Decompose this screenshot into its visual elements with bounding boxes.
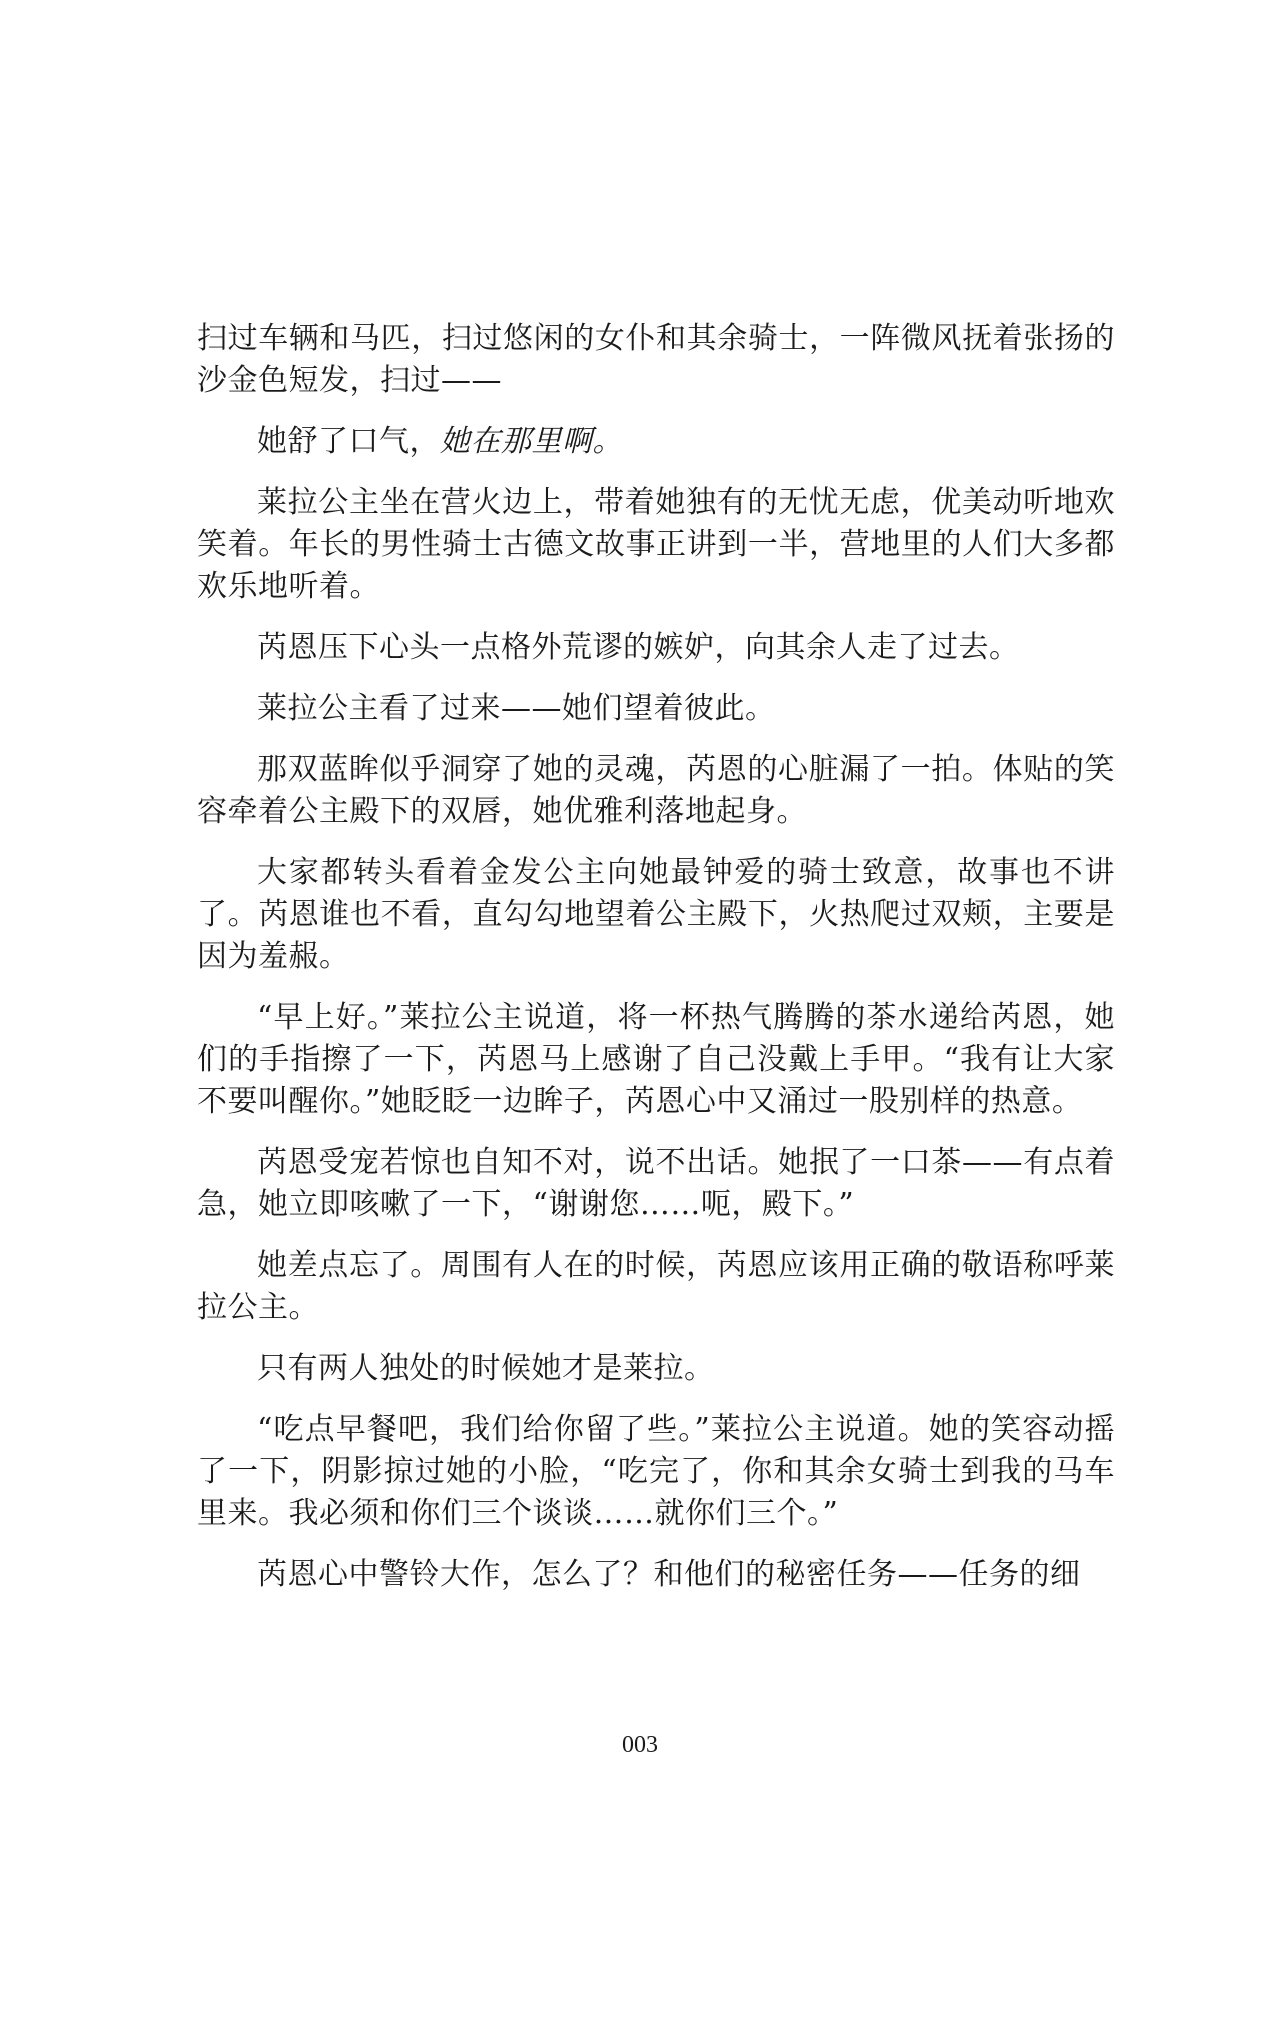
page-number: 003: [622, 1732, 658, 1758]
body-text: [197, 318, 1115, 1615]
paragraph: 芮恩心中警铃大作，怎么了？和他们的秘密任务——任务的细: [257, 1557, 1081, 1592]
paragraph: [197, 421, 1115, 463]
paragraph: “吃点早餐吧，我们给你留了些。”莱拉公主说道。她的笑容动摇了一下，阴影掠过她的小脸，“吃完了，你和其余女骑士到我的马车里来。我必须和你们三个谈谈……就你们三个。”: [197, 1412, 1115, 1531]
italic-thought: 她在那里啊。: [440, 424, 623, 459]
paragraph: 她差点忘了。周围有人在的时候，芮恩应该用正确的敬语称呼莱拉公主。: [197, 1248, 1115, 1325]
paragraph: 大家都转头看着金发公主向她最钟爱的骑士致意，故事也不讲了。芮恩谁也不看，直勾勾地望着公主殿下，火热爬过双颊，主要是因为羞赧。: [197, 855, 1115, 974]
paragraph: 芮恩受宠若惊也自知不对，说不出话。她抿了一口茶——有点着急，她立即咳嗽了一下，“谢谢您……呃，殿下。”: [197, 1145, 1115, 1222]
paragraph: “早上好。”莱拉公主说道，将一杯热气腾腾的茶水递给芮恩，她们的手指擦了一下，芮恩马上感谢了自己没戴上手甲。“我有让大家不要叫醒你。”她眨眨一边眸子，芮恩心中又涌过一股别样的热意。: [197, 1000, 1115, 1119]
paragraph: 莱拉公主看了过来——她们望着彼此。: [257, 691, 776, 726]
paragraph-text: 她舒了口气，: [257, 424, 440, 459]
paragraph: 那双蓝眸似乎洞穿了她的灵魂，芮恩的心脏漏了一拍。体贴的笑容牵着公主殿下的双唇，她优雅利落地起身。: [197, 752, 1115, 829]
paragraph: 只有两人独处的时候她才是莱拉。: [257, 1351, 715, 1386]
paragraph: 扫过车辆和马匹，扫过悠闲的女仆和其余骑士，一阵微风抚着张扬的沙金色短发，扫过——: [197, 321, 1115, 398]
paragraph: 莱拉公主坐在营火边上，带着她独有的无忧无虑，优美动听地欢笑着。年长的男性骑士古德文故事正讲到一半，营地里的人们大多都欢乐地听着。: [197, 485, 1115, 604]
paragraph: 芮恩压下心头一点格外荒谬的嫉妒，向其余人走了过去。: [257, 630, 1020, 665]
